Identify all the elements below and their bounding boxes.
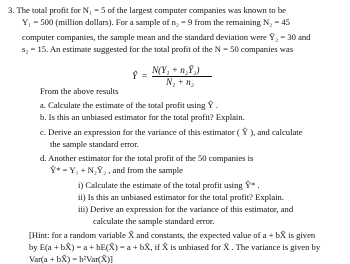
item-c: c. Derive an expression for the variance of this estimator ( Ŷ ), and calculate bbox=[40, 127, 303, 137]
estimator-formula bbox=[132, 66, 242, 88]
hint-line-2: by E(a + bX̂) = a + bE(X̂) = a + bX̄, if X̂ is unbiased for X̄ . The variance is given by bbox=[29, 242, 321, 252]
problem-line-3: computer companies, the sample mean and the standard deviation were Ȳ₂ = 30 and bbox=[22, 32, 311, 42]
item-d: d. Another estimator for the total profit of the 50 companies is bbox=[40, 153, 254, 163]
item-d-i: i) Calculate the estimate of the total profit using Ŷ* . bbox=[78, 180, 260, 190]
formula-equals: = bbox=[142, 71, 148, 81]
item-d-iii: iii) Derive an expression for the variance of this estimator, and bbox=[78, 204, 294, 214]
problem-line-2: Y₁ = 500 (million dollars). For a sample of n₂ = 9 from the remaining N₂ = 45 bbox=[22, 17, 290, 27]
item-b: b. Is this an unbiased estimator for the total profit? Explain. bbox=[40, 112, 245, 122]
hint-line-3: Var(a + bX̂) = b²Var(X̂)] bbox=[29, 254, 113, 264]
formula-denominator: N₁ + n₂ bbox=[166, 77, 194, 87]
problem-line-4: s₂ = 15. An estimate suggested for the total profit of the N = 50 companies was bbox=[22, 44, 294, 54]
item-d-ii: ii) Is this an unbiased estimator for the total profit? Explain. bbox=[78, 192, 284, 202]
from-results-text: From the above results bbox=[40, 86, 119, 96]
item-a: a. Calculate the estimate of the total profit using Ŷ . bbox=[40, 100, 219, 110]
item-d-iii-continued: calculate the sample standard error. bbox=[93, 216, 215, 226]
item-c-continued: the sample standard error. bbox=[50, 139, 139, 149]
problem-line-1: 3. The total profit for N₁ = 5 of the largest computer companies was known to be bbox=[8, 5, 286, 15]
hint-line-1: [Hint: for a random variable X̂ and constants, the expected value of a + bX̂ is given bbox=[29, 230, 316, 240]
item-d-formula: Ŷ* = Y₁ + N₂Ȳ₂ , and from the sample bbox=[50, 165, 183, 175]
formula-numerator: N(Y₁ + n₂Ȳ₂) bbox=[152, 65, 200, 75]
formula-lhs: Ŷ bbox=[132, 71, 138, 81]
